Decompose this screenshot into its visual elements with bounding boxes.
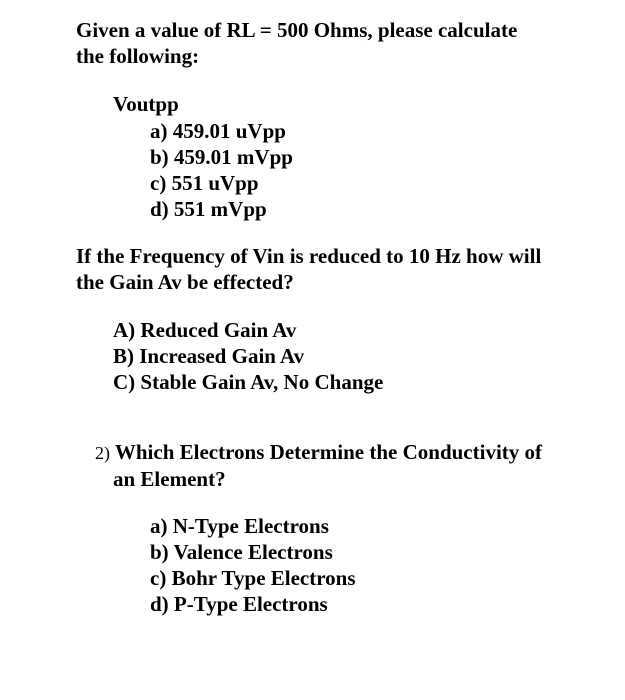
answer-option: a) 459.01 uVpp	[150, 119, 286, 143]
question-number: 2)	[95, 443, 110, 463]
conductivity-options	[150, 513, 356, 617]
question-text-line: an Element?	[113, 467, 226, 491]
answer-option: d) 551 mVpp	[150, 197, 267, 221]
answer-option: d) P-Type Electrons	[150, 592, 328, 616]
question-text-line: Which Electrons Determine the Conductivity of	[114, 440, 543, 464]
question-text-line: the following:	[76, 44, 200, 68]
answer-option: b) 459.01 mVpp	[150, 145, 293, 169]
answer-option: C) Stable Gain Av, No Change	[113, 370, 384, 394]
question-text-line: Given a value of RL = 500 Ohms, please calculate	[76, 18, 518, 42]
question-frequency-prompt	[76, 243, 541, 295]
question-rl-prompt	[76, 17, 517, 69]
question-conductivity-prompt	[95, 439, 542, 492]
answer-option: c) 551 uVpp	[150, 171, 259, 195]
answer-option: b) Valence Electrons	[150, 540, 333, 564]
question-text-line: the Gain Av be effected?	[76, 270, 294, 294]
question-text-line: If the Frequency of Vin is reduced to 10 Hz how will	[76, 244, 542, 268]
answer-option: c) Bohr Type Electrons	[150, 566, 356, 590]
answer-option: B) Increased Gain Av	[113, 344, 305, 368]
answer-option: a) N-Type Electrons	[150, 514, 329, 538]
answer-option: A) Reduced Gain Av	[113, 318, 297, 342]
voutpp-options	[150, 118, 293, 222]
frequency-options	[113, 317, 383, 395]
voutpp-heading: Voutpp	[113, 92, 179, 116]
